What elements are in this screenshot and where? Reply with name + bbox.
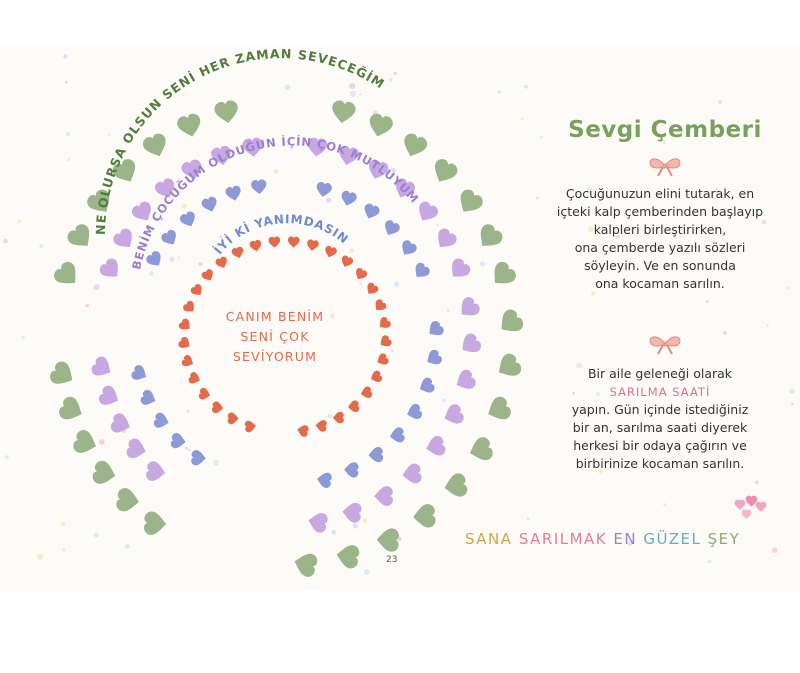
heart-icon xyxy=(423,348,443,369)
sparkle-dot xyxy=(39,244,43,248)
heart-icon xyxy=(473,221,505,253)
sparkle-dot xyxy=(66,132,70,136)
sparkle-dot xyxy=(480,261,485,266)
heart-icon xyxy=(372,298,388,314)
heart-icon xyxy=(487,259,519,291)
heart-icon xyxy=(306,239,319,252)
heart-icon xyxy=(493,351,524,382)
heart-icon xyxy=(181,354,196,369)
heart-icon xyxy=(381,219,401,239)
heart-icon xyxy=(109,412,133,437)
heart-icon xyxy=(145,460,166,482)
sparkle-dot xyxy=(359,93,361,95)
sparkle-dot xyxy=(3,239,8,244)
sparkle-dot xyxy=(436,224,439,227)
slogan-word: ŞEY xyxy=(707,530,741,548)
heart-icon xyxy=(213,99,240,124)
sparkle-dot xyxy=(718,100,722,104)
heart-icon xyxy=(57,394,87,424)
highlight-text: SARILMA SAATİ xyxy=(609,385,711,399)
heart-icon xyxy=(483,394,513,424)
sparkle-dot xyxy=(359,283,362,286)
heart-icon xyxy=(455,295,482,322)
heart-icon xyxy=(51,259,83,291)
heart-icon xyxy=(333,412,344,424)
bow-icon xyxy=(647,155,683,177)
heart-icon xyxy=(339,254,354,269)
heart-icon xyxy=(182,299,198,315)
heart-icon xyxy=(191,450,206,466)
heart-icon xyxy=(376,316,392,332)
heart-icon xyxy=(359,386,373,400)
heart-icon xyxy=(339,190,358,208)
heart-icon xyxy=(71,428,100,457)
heart-icon xyxy=(330,99,357,124)
heart-icon xyxy=(425,319,446,340)
sparkle-dot xyxy=(364,569,370,575)
sparkle-dot xyxy=(327,414,332,419)
sparkle-dot xyxy=(524,85,528,89)
heart-icon xyxy=(374,486,393,506)
heart-icon xyxy=(177,317,193,333)
page-title: Sevgi Çemberi xyxy=(568,117,762,143)
heart-icon xyxy=(292,550,319,578)
heart-icon xyxy=(441,403,466,428)
heart-icon xyxy=(153,412,171,431)
heart-icon xyxy=(417,376,436,396)
heart-icon xyxy=(353,267,369,282)
sparkle-dot xyxy=(61,522,66,527)
sparkle-dot xyxy=(391,349,394,352)
sparkle-dot xyxy=(149,271,153,275)
sparkle-dot xyxy=(772,547,778,553)
heart-icon xyxy=(200,268,216,283)
heart-icon xyxy=(494,307,526,339)
heart-icon xyxy=(178,210,198,229)
heart-icon xyxy=(144,511,167,536)
arc-text-second-path: BENİM ÇOCUĞUM OLDUĞUN İÇİN ÇOK MUTLUYUM xyxy=(129,134,422,271)
paragraph-line: ona çemberde yazılı sözleri xyxy=(574,240,746,255)
sparkle-dot xyxy=(125,544,130,549)
heart-icon xyxy=(189,283,205,299)
sparkle-dot xyxy=(85,304,89,308)
sparkle-dot xyxy=(497,90,501,94)
heart-icon xyxy=(268,236,280,248)
sparkle-dot xyxy=(723,331,727,335)
sparkle-dot xyxy=(787,286,790,289)
center-line: SEVİYORUM xyxy=(232,349,318,364)
sparkle-dot xyxy=(68,158,71,161)
sparkle-dot xyxy=(99,439,105,445)
heart-icon xyxy=(369,370,384,385)
book-page xyxy=(0,45,800,590)
center-line: CANIM BENİM xyxy=(225,309,325,324)
heart-icon xyxy=(388,426,405,444)
sparkle-dot xyxy=(791,403,794,406)
heart-icon xyxy=(368,447,384,463)
sparkle-dot xyxy=(213,460,219,466)
sparkle-dot xyxy=(353,523,358,528)
sparkle-dot xyxy=(349,248,353,252)
pink-hearts-icon xyxy=(733,495,773,527)
sparkle-dot xyxy=(94,284,100,290)
sparkle-dot xyxy=(755,481,759,485)
sparkle-dot xyxy=(187,410,190,413)
sparkle-dot xyxy=(706,300,709,303)
heart-icon xyxy=(432,226,459,253)
sparkle-dot xyxy=(767,324,769,326)
heart-icon xyxy=(405,403,423,422)
heart-icon xyxy=(130,364,150,384)
heart-icon xyxy=(399,131,429,160)
heart-icon xyxy=(375,352,390,367)
sparkle-dot xyxy=(363,518,368,523)
tradition-paragraph xyxy=(545,365,775,473)
heart-icon xyxy=(212,401,224,414)
sparkle-dot xyxy=(527,517,530,520)
slogan-word: EN xyxy=(613,530,638,548)
heart-icon xyxy=(411,261,432,282)
heart-icon xyxy=(97,256,124,283)
paragraph-line: içteki kalp çemberinden başlayıp xyxy=(556,204,764,219)
sparkle-dot xyxy=(185,447,188,450)
slogan-word: SARILMAK xyxy=(518,530,608,548)
sparkle-dot xyxy=(540,136,543,139)
heart-icon xyxy=(316,471,333,488)
arc-text-second xyxy=(129,134,422,271)
paragraph-line: kalpleri birleştirirken, xyxy=(593,222,727,237)
heart-icon xyxy=(200,195,219,213)
heart-icon xyxy=(335,543,360,569)
heart-icon xyxy=(231,246,245,260)
heart-icon xyxy=(342,502,362,523)
heart-icon xyxy=(315,419,327,432)
sparkle-dot xyxy=(108,134,110,136)
sparkle-dot xyxy=(394,72,397,75)
sparkle-dot xyxy=(18,220,22,224)
heart-icon xyxy=(454,187,486,218)
slogan xyxy=(465,530,745,548)
heart-icon xyxy=(377,334,393,350)
sparkle-dot xyxy=(178,257,180,259)
heart-icon xyxy=(414,199,440,225)
heart-icon xyxy=(115,487,140,513)
heart-icon xyxy=(91,459,118,487)
paragraph-line: söyleyin. Ve en sonunda xyxy=(584,258,736,273)
paragraph-line: Bir aile geleneği olarak xyxy=(587,366,733,381)
sparkle-dot xyxy=(389,78,393,82)
sparkle-dot xyxy=(536,197,539,200)
heart-icon xyxy=(141,131,171,160)
sparkle-dot xyxy=(22,336,25,339)
sparkle-dot xyxy=(65,81,68,84)
heart-icon xyxy=(89,354,115,380)
heart-icon xyxy=(176,112,204,139)
sparkle-dot xyxy=(663,503,666,506)
sparkle-dot xyxy=(37,554,43,560)
arc-text-outer-path: NE OLURSA OLSUN SENİ HER ZAMAN SEVECEĞİM xyxy=(92,46,388,236)
sparkle-dot xyxy=(331,530,336,535)
sparkle-dot xyxy=(182,204,187,209)
heart-icon xyxy=(452,368,478,394)
sparkle-dot xyxy=(521,118,524,121)
heart-icon xyxy=(306,511,328,534)
heart-icon xyxy=(323,245,337,259)
sparkle-dot xyxy=(326,197,331,202)
heart-icon xyxy=(251,179,268,195)
sparkle-dot xyxy=(63,54,67,58)
center-line: SENİ ÇOK xyxy=(240,329,310,344)
center-message xyxy=(215,307,335,367)
slogan-word: GÜZEL xyxy=(643,530,702,548)
heart-icon xyxy=(446,256,473,283)
heart-icon xyxy=(429,157,460,187)
sparkle-dot xyxy=(350,91,356,97)
heart-icon xyxy=(177,335,193,351)
heart-icon xyxy=(466,435,494,464)
heart-icon xyxy=(376,528,399,552)
heart-icon xyxy=(424,435,447,459)
heart-icon xyxy=(344,462,359,478)
heart-icon xyxy=(401,463,422,485)
paragraph-line: herkesi bir odaya çağırın ve xyxy=(573,438,747,453)
sparkle-dot xyxy=(273,169,278,174)
paragraph-line: bir an, sarılma saati diyerek xyxy=(572,420,748,435)
heart-icon xyxy=(249,239,262,252)
bow-icon xyxy=(647,333,683,355)
heart-icon xyxy=(228,412,239,424)
sparkle-dot xyxy=(198,262,202,266)
page-number: 23 xyxy=(386,555,398,565)
heart-icon xyxy=(97,384,122,410)
heart-icon xyxy=(398,238,419,258)
heart-icon xyxy=(296,424,309,438)
heart-icon xyxy=(188,371,202,386)
sparkle-dot xyxy=(188,449,191,452)
sparkle-dot xyxy=(394,281,400,287)
heart-icon xyxy=(366,112,394,139)
sparkle-dot xyxy=(62,548,65,551)
heart-icon xyxy=(214,256,229,271)
heart-icon xyxy=(288,236,300,248)
paragraph-line: Çocuğunuzun elini tutarak, en xyxy=(565,186,755,201)
slogan-word: SANA xyxy=(465,530,513,548)
sparkle-dot xyxy=(349,83,355,89)
sparkle-dot xyxy=(94,532,99,537)
heart-icon xyxy=(160,228,180,248)
heart-icon xyxy=(347,400,360,413)
heart-icon xyxy=(111,226,138,253)
sparkle-dot xyxy=(5,455,9,459)
heart-icon xyxy=(361,202,380,221)
heart-icon xyxy=(198,387,212,401)
heart-icon xyxy=(139,389,158,408)
sparkle-dot xyxy=(285,84,291,90)
paragraph-line: ona kocaman sarılın. xyxy=(595,276,725,291)
heart-icon xyxy=(47,359,78,390)
heart-icon xyxy=(457,331,484,358)
instruction-paragraph xyxy=(545,185,775,293)
paragraph-line: birbirinize kocaman sarılın. xyxy=(575,456,745,471)
sparkle-dot xyxy=(708,560,712,564)
heart-icon xyxy=(225,185,243,202)
heart-icon xyxy=(442,472,468,499)
heart-icon xyxy=(125,437,148,461)
heart-icon xyxy=(364,281,380,297)
sparkle-dot xyxy=(442,399,446,403)
sparkle-dot xyxy=(447,309,450,312)
heart-icon xyxy=(65,221,97,253)
heart-icon xyxy=(412,504,436,529)
paragraph-line: yapın. Gün içinde istediğiniz xyxy=(571,402,749,417)
heart-icon xyxy=(244,420,256,433)
sparkle-dot xyxy=(789,388,795,394)
heart-icon xyxy=(315,181,332,198)
arc-text-third-path: İYİ Kİ YANIMDASIN xyxy=(211,212,352,257)
heart-icon xyxy=(170,432,187,449)
sparkle-dot xyxy=(170,257,175,262)
